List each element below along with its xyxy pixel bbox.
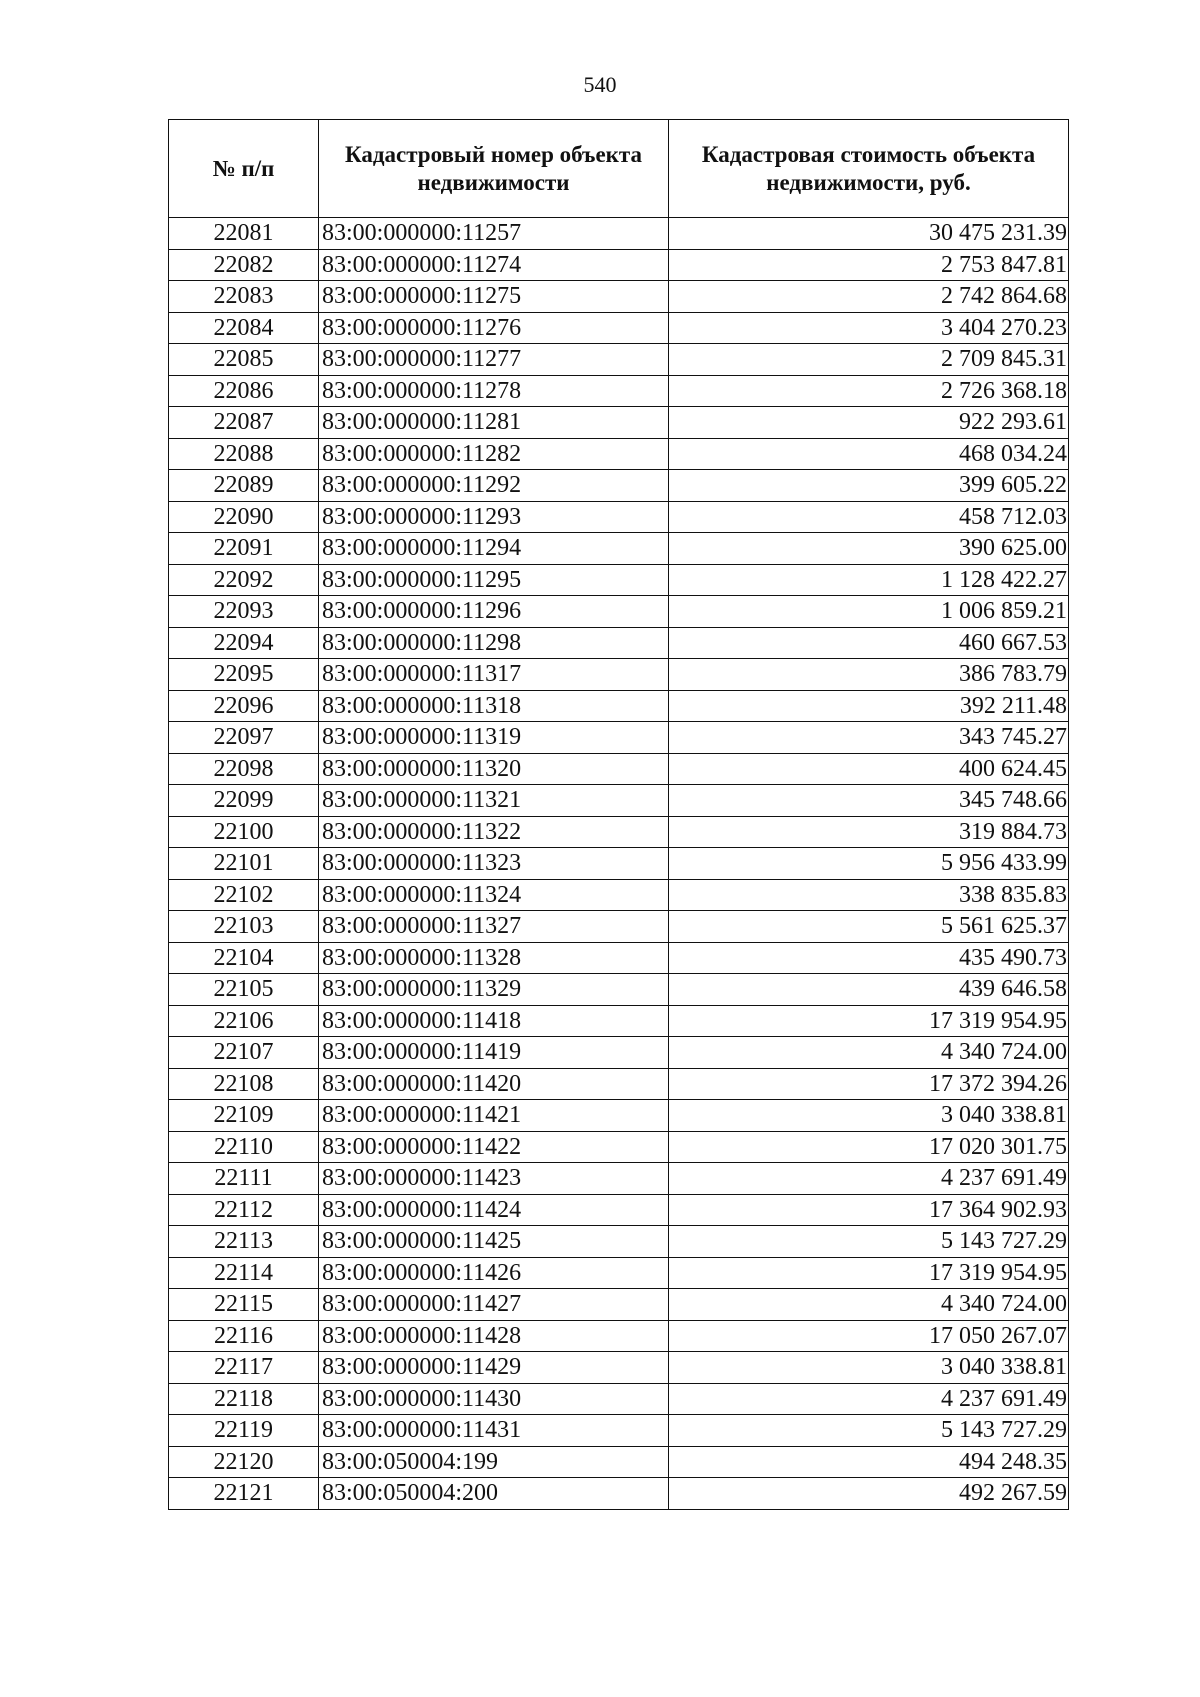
cadastral-number-cell: 83:00:000000:11257	[319, 218, 669, 250]
cadastral-cost-cell: 468 034.24	[669, 438, 1069, 470]
row-number-cell: 22110	[169, 1131, 319, 1163]
row-number-cell: 22097	[169, 722, 319, 754]
cadastral-number-cell: 83:00:000000:11425	[319, 1226, 669, 1258]
table-row	[169, 1100, 1069, 1132]
cadastral-number-cell: 83:00:000000:11424	[319, 1194, 669, 1226]
cadastral-number-cell: 83:00:000000:11328	[319, 942, 669, 974]
table-row	[169, 1194, 1069, 1226]
cadastral-number-cell: 83:00:000000:11321	[319, 785, 669, 817]
row-number-cell: 22103	[169, 911, 319, 943]
cadastral-cost-cell: 458 712.03	[669, 501, 1069, 533]
table-row	[169, 281, 1069, 313]
cadastral-number-cell: 83:00:000000:11420	[319, 1068, 669, 1100]
cadastral-cost-cell: 3 404 270.23	[669, 312, 1069, 344]
cadastral-number-cell: 83:00:000000:11282	[319, 438, 669, 470]
row-number-cell: 22086	[169, 375, 319, 407]
table-row	[169, 438, 1069, 470]
cadastral-number-cell: 83:00:000000:11295	[319, 564, 669, 596]
row-number-cell: 22113	[169, 1226, 319, 1258]
table-row	[169, 942, 1069, 974]
row-number-cell: 22111	[169, 1163, 319, 1195]
cadastral-cost-cell: 5 143 727.29	[669, 1226, 1069, 1258]
cadastral-number-cell: 83:00:000000:11426	[319, 1257, 669, 1289]
table-row	[169, 848, 1069, 880]
table-row	[169, 785, 1069, 817]
cadastral-cost-cell: 5 143 727.29	[669, 1415, 1069, 1447]
cadastral-number-cell: 83:00:000000:11294	[319, 533, 669, 565]
cadastral-cost-cell: 17 364 902.93	[669, 1194, 1069, 1226]
row-number-cell: 22107	[169, 1037, 319, 1069]
cadastral-value-table	[168, 119, 1069, 1510]
cadastral-number-cell: 83:00:000000:11329	[319, 974, 669, 1006]
header-cadastral-number	[319, 120, 669, 218]
row-number-cell: 22081	[169, 218, 319, 250]
row-number-cell: 22101	[169, 848, 319, 880]
cadastral-number-cell: 83:00:000000:11292	[319, 470, 669, 502]
row-number-cell: 22115	[169, 1289, 319, 1321]
cadastral-number-cell: 83:00:000000:11419	[319, 1037, 669, 1069]
table-row	[169, 596, 1069, 628]
row-number-cell: 22105	[169, 974, 319, 1006]
table-row	[169, 249, 1069, 281]
cadastral-cost-cell: 4 237 691.49	[669, 1163, 1069, 1195]
table-row	[169, 470, 1069, 502]
row-number-cell: 22117	[169, 1352, 319, 1384]
table-row	[169, 1226, 1069, 1258]
cadastral-cost-cell: 5 956 433.99	[669, 848, 1069, 880]
cadastral-cost-cell: 439 646.58	[669, 974, 1069, 1006]
row-number-cell: 22082	[169, 249, 319, 281]
cadastral-cost-cell: 5 561 625.37	[669, 911, 1069, 943]
table-row	[169, 1352, 1069, 1384]
table-row	[169, 1478, 1069, 1510]
row-number-cell: 22118	[169, 1383, 319, 1415]
table-row	[169, 879, 1069, 911]
table-row	[169, 312, 1069, 344]
table-row	[169, 533, 1069, 565]
table-row	[169, 375, 1069, 407]
cadastral-cost-cell: 345 748.66	[669, 785, 1069, 817]
table-body	[169, 218, 1069, 1510]
cadastral-cost-cell: 17 319 954.95	[669, 1005, 1069, 1037]
cadastral-number-cell: 83:00:050004:199	[319, 1446, 669, 1478]
cadastral-number-cell: 83:00:000000:11298	[319, 627, 669, 659]
cadastral-cost-cell: 17 020 301.75	[669, 1131, 1069, 1163]
cadastral-cost-cell: 399 605.22	[669, 470, 1069, 502]
table-row	[169, 627, 1069, 659]
cadastral-cost-cell: 319 884.73	[669, 816, 1069, 848]
cadastral-number-cell: 83:00:050004:200	[319, 1478, 669, 1510]
cadastral-cost-cell: 435 490.73	[669, 942, 1069, 974]
cadastral-cost-cell: 17 050 267.07	[669, 1320, 1069, 1352]
table-row	[169, 911, 1069, 943]
table-row	[169, 1383, 1069, 1415]
cadastral-number-cell: 83:00:000000:11296	[319, 596, 669, 628]
header-row-number-label: № п/п	[212, 155, 275, 181]
table-header-row	[169, 120, 1069, 218]
cadastral-number-cell: 83:00:000000:11324	[319, 879, 669, 911]
table-row	[169, 1068, 1069, 1100]
cadastral-cost-cell: 1 128 422.27	[669, 564, 1069, 596]
cadastral-number-cell: 83:00:000000:11322	[319, 816, 669, 848]
cadastral-cost-cell: 2 709 845.31	[669, 344, 1069, 376]
cadastral-number-cell: 83:00:000000:11423	[319, 1163, 669, 1195]
table-row	[169, 690, 1069, 722]
row-number-cell: 22102	[169, 879, 319, 911]
cadastral-cost-cell: 17 372 394.26	[669, 1068, 1069, 1100]
row-number-cell: 22100	[169, 816, 319, 848]
header-cadastral-number-line2: недвижимости	[417, 169, 570, 195]
cadastral-cost-cell: 1 006 859.21	[669, 596, 1069, 628]
table-row	[169, 218, 1069, 250]
table-row	[169, 407, 1069, 439]
table-row	[169, 1005, 1069, 1037]
table-row	[169, 1163, 1069, 1195]
cadastral-number-cell: 83:00:000000:11276	[319, 312, 669, 344]
cadastral-cost-cell: 17 319 954.95	[669, 1257, 1069, 1289]
table-row	[169, 816, 1069, 848]
header-cadastral-cost-line1: Кадастровая стоимость объекта	[701, 141, 1036, 167]
cadastral-cost-cell: 3 040 338.81	[669, 1352, 1069, 1384]
cadastral-cost-cell: 2 742 864.68	[669, 281, 1069, 313]
row-number-cell: 22114	[169, 1257, 319, 1289]
cadastral-cost-cell: 390 625.00	[669, 533, 1069, 565]
cadastral-number-cell: 83:00:000000:11317	[319, 659, 669, 691]
row-number-cell: 22090	[169, 501, 319, 533]
cadastral-number-cell: 83:00:000000:11427	[319, 1289, 669, 1321]
table-row	[169, 1446, 1069, 1478]
table-row	[169, 974, 1069, 1006]
cadastral-number-cell: 83:00:000000:11277	[319, 344, 669, 376]
row-number-cell: 22084	[169, 312, 319, 344]
row-number-cell: 22104	[169, 942, 319, 974]
cadastral-cost-cell: 460 667.53	[669, 627, 1069, 659]
cadastral-cost-cell: 4 340 724.00	[669, 1289, 1069, 1321]
cadastral-cost-cell: 338 835.83	[669, 879, 1069, 911]
cadastral-number-cell: 83:00:000000:11327	[319, 911, 669, 943]
cadastral-number-cell: 83:00:000000:11421	[319, 1100, 669, 1132]
table-row	[169, 659, 1069, 691]
row-number-cell: 22109	[169, 1100, 319, 1132]
page-number: 540	[583, 72, 617, 97]
table-row	[169, 1415, 1069, 1447]
cadastral-cost-cell: 30 475 231.39	[669, 218, 1069, 250]
cadastral-number-cell: 83:00:000000:11319	[319, 722, 669, 754]
header-cadastral-cost-line2: недвижимости, руб.	[766, 169, 971, 195]
row-number-cell: 22096	[169, 690, 319, 722]
header-cadastral-cost	[669, 120, 1069, 218]
cadastral-number-cell: 83:00:000000:11320	[319, 753, 669, 785]
cadastral-number-cell: 83:00:000000:11418	[319, 1005, 669, 1037]
cadastral-number-cell: 83:00:000000:11431	[319, 1415, 669, 1447]
row-number-cell: 22091	[169, 533, 319, 565]
row-number-cell: 22106	[169, 1005, 319, 1037]
row-number-cell: 22116	[169, 1320, 319, 1352]
cadastral-cost-cell: 2 753 847.81	[669, 249, 1069, 281]
row-number-cell: 22094	[169, 627, 319, 659]
cadastral-cost-cell: 922 293.61	[669, 407, 1069, 439]
row-number-cell: 22087	[169, 407, 319, 439]
cadastral-number-cell: 83:00:000000:11293	[319, 501, 669, 533]
row-number-cell: 22119	[169, 1415, 319, 1447]
row-number-cell: 22099	[169, 785, 319, 817]
cadastral-number-cell: 83:00:000000:11318	[319, 690, 669, 722]
cadastral-number-cell: 83:00:000000:11278	[319, 375, 669, 407]
cadastral-number-cell: 83:00:000000:11323	[319, 848, 669, 880]
table-row	[169, 501, 1069, 533]
cadastral-cost-cell: 2 726 368.18	[669, 375, 1069, 407]
cadastral-cost-cell: 3 040 338.81	[669, 1100, 1069, 1132]
cadastral-number-cell: 83:00:000000:11430	[319, 1383, 669, 1415]
header-row-number	[169, 120, 319, 218]
row-number-cell: 22092	[169, 564, 319, 596]
cadastral-number-cell: 83:00:000000:11281	[319, 407, 669, 439]
row-number-cell: 22095	[169, 659, 319, 691]
cadastral-cost-cell: 400 624.45	[669, 753, 1069, 785]
row-number-cell: 22108	[169, 1068, 319, 1100]
row-number-cell: 22083	[169, 281, 319, 313]
cadastral-cost-cell: 494 248.35	[669, 1446, 1069, 1478]
cadastral-cost-cell: 492 267.59	[669, 1478, 1069, 1510]
row-number-cell: 22098	[169, 753, 319, 785]
table-row	[169, 722, 1069, 754]
header-cadastral-number-line1: Кадастровый номер объекта	[344, 141, 642, 167]
table-row	[169, 564, 1069, 596]
cadastral-number-cell: 83:00:000000:11429	[319, 1352, 669, 1384]
cadastral-cost-cell: 392 211.48	[669, 690, 1069, 722]
cadastral-number-cell: 83:00:000000:11422	[319, 1131, 669, 1163]
table-row	[169, 344, 1069, 376]
table-row	[169, 753, 1069, 785]
row-number-cell: 22089	[169, 470, 319, 502]
row-number-cell: 22121	[169, 1478, 319, 1510]
table-row	[169, 1320, 1069, 1352]
cadastral-number-cell: 83:00:000000:11275	[319, 281, 669, 313]
row-number-cell: 22085	[169, 344, 319, 376]
row-number-cell: 22120	[169, 1446, 319, 1478]
cadastral-cost-cell: 386 783.79	[669, 659, 1069, 691]
cadastral-number-cell: 83:00:000000:11428	[319, 1320, 669, 1352]
row-number-cell: 22112	[169, 1194, 319, 1226]
table-row	[169, 1037, 1069, 1069]
cadastral-cost-cell: 4 340 724.00	[669, 1037, 1069, 1069]
cadastral-number-cell: 83:00:000000:11274	[319, 249, 669, 281]
table-row	[169, 1257, 1069, 1289]
row-number-cell: 22088	[169, 438, 319, 470]
table-row	[169, 1289, 1069, 1321]
cadastral-cost-cell: 4 237 691.49	[669, 1383, 1069, 1415]
cadastral-cost-cell: 343 745.27	[669, 722, 1069, 754]
row-number-cell: 22093	[169, 596, 319, 628]
table-row	[169, 1131, 1069, 1163]
